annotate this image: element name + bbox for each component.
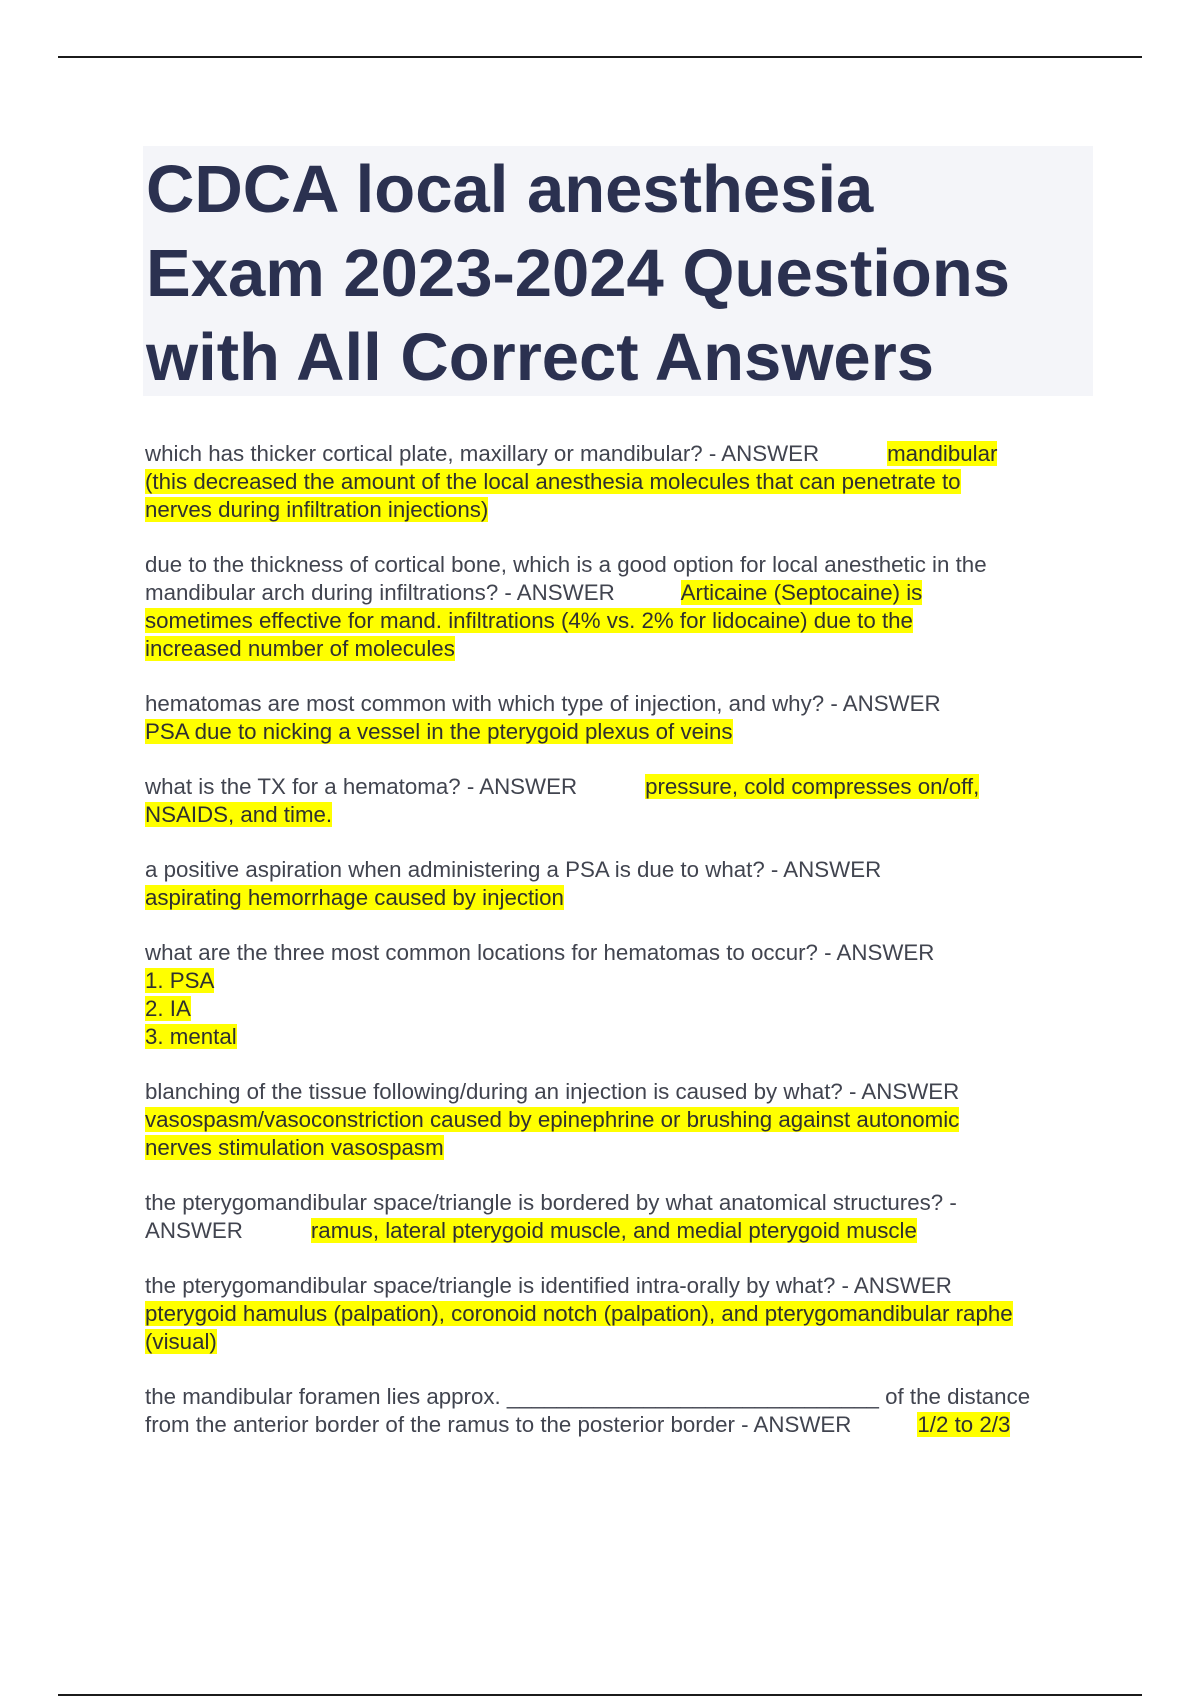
- title-line: with All Correct Answers: [146, 320, 935, 395]
- answer-text: 1/2 to 2/3: [917, 1412, 1011, 1437]
- qa-item: [145, 1383, 1095, 1439]
- answer-text: ramus, lateral pterygoid muscle, and medial pterygoid muscle: [310, 1218, 917, 1243]
- question-text: what is the TX for a hematoma? - ANSWER: [145, 774, 578, 799]
- qa-item: [145, 856, 1095, 912]
- question-text: the mandibular foramen lies approx. ______________________________ of the distance: [145, 1384, 1031, 1409]
- answer-text: 3. mental: [145, 1024, 237, 1049]
- answer-text: 1. PSA: [145, 968, 215, 993]
- answer-text: NSAIDS, and time.: [145, 802, 333, 827]
- qa-item: [145, 690, 1095, 746]
- question-text: mandibular arch during infiltrations? - ANSWER: [145, 580, 615, 605]
- question-text: the pterygomandibular space/triangle is bordered by what anatomical structures? -: [145, 1190, 957, 1215]
- question-text: ANSWER: [145, 1218, 243, 1243]
- title-line: Exam 2023-2024 Questions: [146, 236, 1011, 311]
- answer-text: aspirating hemorrhage caused by injection: [145, 885, 564, 910]
- question-text: a positive aspiration when administering a PSA is due to what? - ANSWER: [145, 857, 882, 882]
- answer-text: sometimes effective for mand. infiltrations (4% vs. 2% for lidocaine) due to the: [145, 608, 913, 633]
- answer-text: 2. IA: [145, 996, 191, 1021]
- question-text: hematomas are most common with which type of injection, and why? - ANSWER: [145, 691, 941, 716]
- title-line: CDCA local anesthesia: [146, 152, 874, 227]
- answer-text: PSA due to nicking a vessel in the pterygoid plexus of veins: [145, 719, 733, 744]
- answer-text: (visual): [145, 1329, 217, 1354]
- qa-item: [145, 1189, 1095, 1245]
- answer-text: nerves during infiltration injections): [145, 497, 489, 522]
- qa-list: [145, 440, 1095, 1466]
- answer-text: nerves stimulation vasospasm: [145, 1135, 444, 1160]
- qa-item: [145, 1078, 1095, 1162]
- answer-text: (this decreased the amount of the local anesthesia molecules that can penetrate to: [145, 469, 961, 494]
- document-title: [146, 148, 1093, 400]
- title-block: [143, 146, 1093, 396]
- qa-item: [145, 1272, 1095, 1356]
- answer-text: pressure, cold compresses on/off,: [645, 774, 980, 799]
- bottom-rule: [58, 1694, 1142, 1696]
- answer-text: vasospasm/vasoconstriction caused by epinephrine or brushing against autonomic: [145, 1107, 960, 1132]
- question-text: which has thicker cortical plate, maxillary or mandibular? - ANSWER: [145, 441, 820, 466]
- qa-item: [145, 939, 1095, 1051]
- question-text: blanching of the tissue following/during an injection is caused by what? - ANSWER: [145, 1079, 960, 1104]
- question-text: from the anterior border of the ramus to the posterior border - ANSWER: [145, 1412, 852, 1437]
- answer-text: increased number of molecules: [145, 636, 455, 661]
- answer-text: mandibular: [887, 441, 998, 466]
- qa-item: [145, 551, 1095, 663]
- question-text: due to the thickness of cortical bone, which is a good option for local anesthetic in the: [145, 552, 987, 577]
- question-text: the pterygomandibular space/triangle is identified intra-orally by what? - ANSWER: [145, 1273, 952, 1298]
- top-rule: [58, 56, 1142, 58]
- answer-text: Articaine (Septocaine) is: [680, 580, 923, 605]
- qa-item: [145, 773, 1095, 829]
- qa-item: [145, 440, 1095, 524]
- answer-text: pterygoid hamulus (palpation), coronoid notch (palpation), and pterygomandibular raphe: [145, 1301, 1013, 1326]
- question-text: what are the three most common locations for hematomas to occur? - ANSWER: [145, 940, 935, 965]
